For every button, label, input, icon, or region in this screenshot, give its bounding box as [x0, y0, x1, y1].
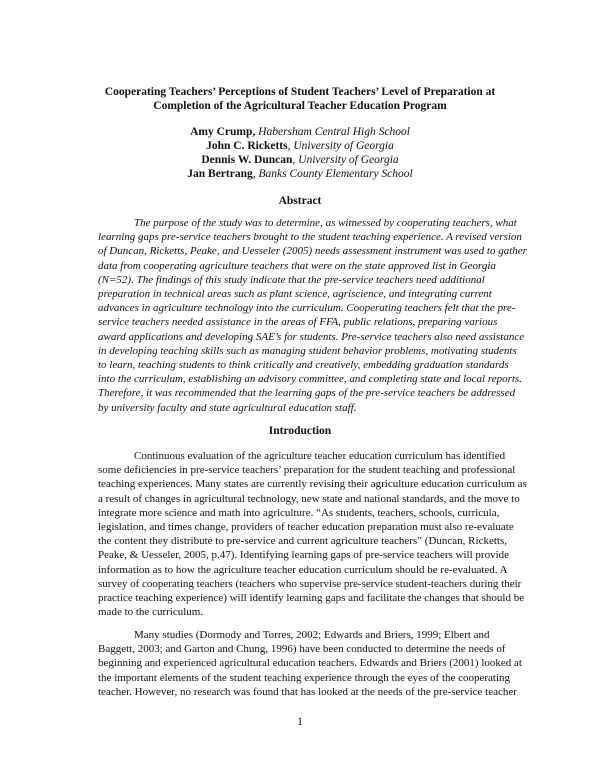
- abstract-line: Therefore, it was recommended that the learning gaps of the pre-service teachers be addressed: [98, 387, 516, 400]
- abstract-line: learning gaps pre-service teachers brought to the student teaching experience. A revised version: [98, 231, 522, 244]
- paragraph-line: beginning and experienced agricultural education teachers. Edwards and Briers (2001) looked at: [98, 657, 522, 670]
- paragraph-line: made to the curriculum.: [98, 606, 204, 619]
- abstract-line: award applications and developing SAE’s for students. Pre-service teachers also need assistance: [98, 330, 525, 343]
- title-line: Completion of the Agricultural Teacher Education Program: [153, 100, 447, 112]
- abstract-heading: Abstract: [278, 195, 322, 207]
- paragraph-line: some deficiencies in pre-service teachers’ preparation for the student teaching and professional: [98, 464, 516, 477]
- introduction-heading: Introduction: [268, 425, 332, 437]
- abstract-line: The purpose of the study was to determine, as witnessed by cooperating teachers, what: [134, 217, 517, 229]
- title-line: Cooperating Teachers’ Perceptions of Student Teachers’ Level of Preparation at: [104, 86, 496, 98]
- paragraph-line: information as to how the agriculture teacher education curriculum should be re-evaluated. A: [98, 563, 508, 576]
- author-affiliation: , University of Georgia: [287, 140, 394, 152]
- paragraph-line: legislation, and times change, providers of teacher education preparation must also re-evaluate: [98, 521, 514, 534]
- author-list: [60, 125, 540, 181]
- author-name: Jan Bertrang: [187, 168, 253, 180]
- author-entry: [60, 153, 540, 167]
- abstract-line: in developing teaching skills such as managing student behavior problems, motivating students: [98, 344, 517, 357]
- author-name: John C. Ricketts: [206, 140, 288, 152]
- paragraph-line: practice teaching experience) will identify learning gaps and facilitate the changes that should be: [98, 592, 525, 605]
- paragraph-line: teacher. However, no research was found that has looked at the needs of the pre-service teacher: [98, 685, 517, 698]
- abstract-line: data from cooperating agriculture teachers that were on the state approved list in Georgia: [98, 259, 496, 272]
- paragraph-line: Many studies (Dormody and Torres, 2002; Edwards and Briers, 1999; Elbert and: [134, 629, 490, 641]
- author-entry: [60, 167, 540, 181]
- abstract-line: into the curriculum, establishing an advisory committee, and completing state and local reports.: [98, 373, 522, 386]
- intro-paragraph: [98, 449, 527, 619]
- paragraph-line: integrate more science and math into agriculture. “As students, teachers, schools, curricula,: [98, 506, 500, 519]
- paragraph-line: the content they distribute to pre-service and current agriculture teachers” (Duncan, Ricketts,: [98, 535, 507, 548]
- paragraph-line: a result of changes in agricultural technology, new state and national standards, and the move to: [98, 492, 520, 505]
- paper-title: [80, 85, 520, 113]
- paragraph-line: Baggett, 2003; and Garton and Chung, 1996) have been conducted to determine the needs of: [98, 643, 506, 656]
- author-entry: [60, 125, 540, 139]
- author-name: Amy Crump,: [190, 126, 256, 138]
- abstract-body: [98, 216, 527, 415]
- abstract-line: preparation in technical areas such as plant science, agriscience, and integrating current: [98, 288, 492, 301]
- abstract-line: (N=52). The findings of this study indicate that the pre-service teachers need additional: [98, 273, 485, 286]
- author-name: Dennis W. Duncan: [201, 154, 293, 166]
- paragraph-line: Peake, & Uesseler, 2005, p.47). Identifying learning gaps of pre-service teachers will provide: [98, 549, 510, 562]
- abstract-line: by university faculty and state agricultural education staff.: [98, 401, 357, 414]
- paragraph-line: survey of cooperating teachers (teachers who supervise pre-service student-teachers during their: [98, 577, 522, 590]
- author-affiliation: , University of Georgia: [292, 154, 399, 166]
- abstract-line: to learn, teaching students to think critically and creatively, embedding graduation standards: [98, 359, 509, 372]
- abstract-line: advances in agriculture technology into the curriculum. Cooperating teachers felt that the pre-: [98, 302, 516, 315]
- author-affiliation: , Banks County Elementary School: [252, 168, 413, 180]
- paragraph-line: teaching experiences. Many states are currently revising their agriculture education curriculum as: [98, 478, 527, 491]
- intro-paragraph: [98, 628, 520, 699]
- page-number: 1: [297, 716, 303, 728]
- author-affiliation: Habersham Central High School: [258, 126, 410, 138]
- paragraph-line: Continuous evaluation of the agriculture teacher education curriculum has identified: [134, 450, 506, 462]
- paragraph-line: the important elements of the student teaching experience through the eyes of the cooperating: [98, 671, 511, 684]
- abstract-line: of Duncan, Ricketts, Peake, and Uesseler (2005) needs assessment instrument was used to gather: [98, 245, 527, 258]
- author-entry: [60, 139, 540, 153]
- abstract-line: service teachers needed assistance in the areas of FFA, public relations, preparing various: [98, 316, 498, 329]
